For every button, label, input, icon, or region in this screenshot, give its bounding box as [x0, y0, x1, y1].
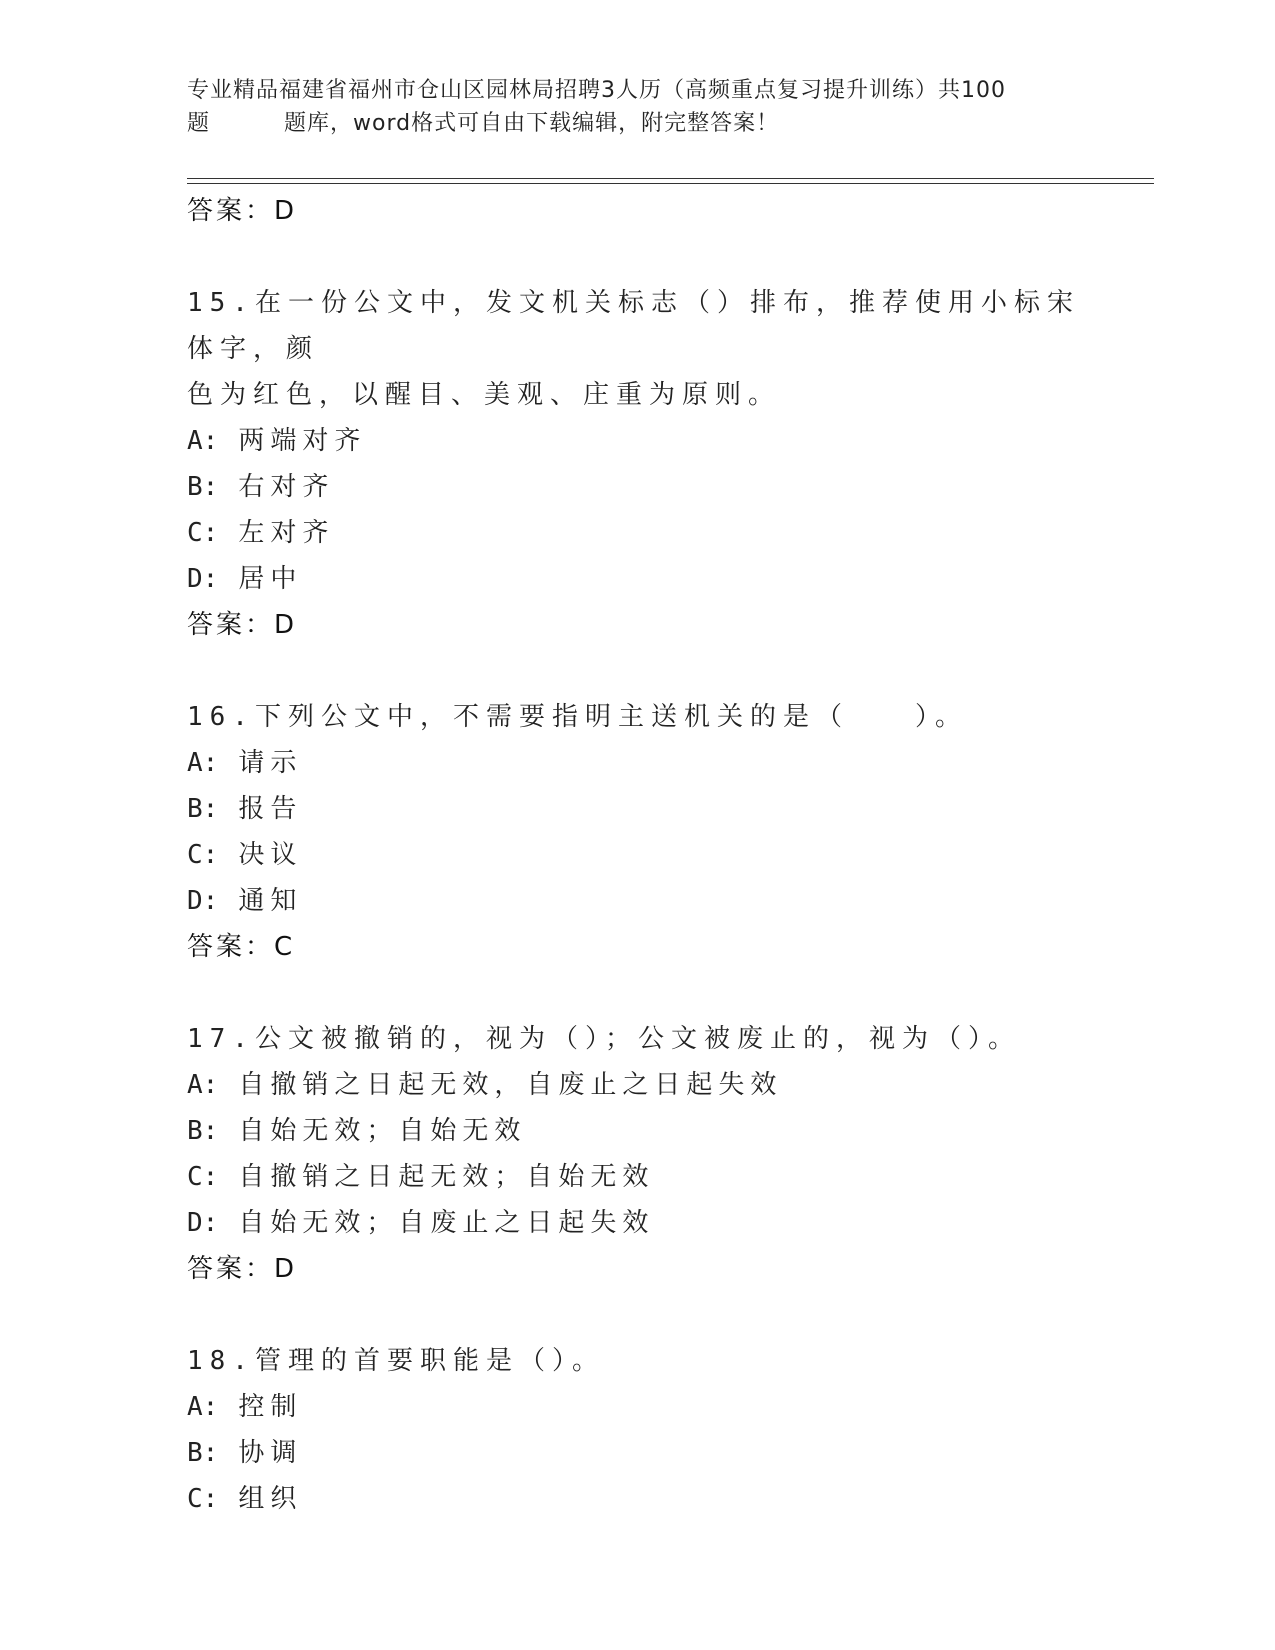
option-c	[187, 832, 1087, 878]
question-block	[187, 280, 1087, 648]
option-a	[187, 740, 1087, 786]
answer-label: 答案：	[187, 196, 275, 226]
option-key: B:	[187, 1116, 219, 1146]
option-b	[187, 1108, 1087, 1154]
option-text: 协调	[238, 1438, 303, 1468]
option-a	[187, 1062, 1087, 1108]
option-text: 左对齐	[238, 518, 335, 548]
header-line-2-end: 题库，word格式可自由下载编辑，附完整答案！	[284, 111, 780, 136]
option-b	[187, 464, 1087, 510]
option-key: D:	[187, 1208, 219, 1238]
question-block	[187, 1016, 1087, 1292]
question-block	[187, 694, 1087, 970]
option-key: A:	[187, 426, 219, 456]
option-text: 自始无效；自废止之日起失效	[238, 1208, 655, 1238]
answer-value: D	[274, 196, 296, 226]
answer-label: 答案：	[187, 932, 275, 962]
option-c	[187, 1476, 1087, 1522]
option-text: 右对齐	[238, 472, 335, 502]
option-key: C:	[187, 1484, 219, 1514]
answer-line	[187, 1246, 1087, 1292]
option-d	[187, 556, 1087, 602]
question-line: 公文被撤销的，视为（）；公文被废止的，视为（）。	[254, 1024, 1021, 1054]
question-block	[187, 1338, 1087, 1522]
option-a	[187, 418, 1087, 464]
option-text: 控制	[238, 1392, 303, 1422]
option-text: 居中	[238, 564, 303, 594]
option-text: 自撤销之日起无效，自废止之日起失效	[238, 1070, 783, 1100]
question-number: 16.	[187, 702, 255, 732]
option-text: 两端对齐	[238, 426, 367, 456]
option-key: C:	[187, 840, 219, 870]
question-line: 色为红色，以醒目、美观、庄重为原则。	[187, 380, 782, 410]
question-number: 18.	[187, 1346, 255, 1376]
header-line-1: 专业精品福建省福州市仓山区园林局招聘3人历（高频重点复习提升训练）共100	[187, 78, 1006, 103]
question-text-continued	[187, 372, 1087, 418]
option-text: 组织	[238, 1484, 303, 1514]
option-key: D:	[187, 886, 219, 916]
option-b	[187, 786, 1087, 832]
option-d	[187, 878, 1087, 924]
answer-value: D	[274, 610, 296, 640]
answer-line	[187, 188, 1087, 234]
question-text	[187, 280, 1087, 372]
option-key: B:	[187, 794, 219, 824]
option-key: C:	[187, 518, 219, 548]
question-line: 管理的首要职能是（）。	[254, 1346, 605, 1376]
option-text: 请示	[238, 748, 303, 778]
answer-value: C	[274, 932, 294, 962]
option-key: D:	[187, 564, 219, 594]
header-line-2	[187, 107, 1087, 140]
answer-label: 答案：	[187, 1254, 275, 1284]
question-number: 17.	[187, 1024, 255, 1054]
header-divider-top	[187, 178, 1154, 179]
question-text	[187, 1338, 1087, 1384]
option-c	[187, 510, 1087, 556]
header-divider-bottom	[187, 183, 1154, 184]
option-b	[187, 1430, 1087, 1476]
option-key: A:	[187, 748, 219, 778]
answer-line	[187, 602, 1087, 648]
question-text	[187, 694, 1087, 740]
option-text: 通知	[238, 886, 303, 916]
document-header	[187, 74, 1087, 140]
header-line-2-start: 题	[187, 111, 211, 136]
document-body	[187, 188, 1087, 1522]
option-key: C:	[187, 1162, 219, 1192]
option-text: 决议	[238, 840, 303, 870]
question-text	[187, 1016, 1087, 1062]
question-line: 在一份公文中，发文机关标志（）排布，推荐使用小标宋体字，颜	[187, 288, 1080, 364]
option-a	[187, 1384, 1087, 1430]
option-text: 报告	[238, 794, 303, 824]
option-d	[187, 1200, 1087, 1246]
question-number: 15.	[187, 288, 255, 318]
answer-value: D	[274, 1254, 296, 1284]
option-text: 自撤销之日起无效；自始无效	[238, 1162, 655, 1192]
answer-label: 答案：	[187, 610, 275, 640]
option-key: B:	[187, 1438, 219, 1468]
option-key: A:	[187, 1392, 219, 1422]
question-line: 下列公文中，不需要指明主送机关的是（ ）。	[254, 702, 968, 732]
option-c	[187, 1154, 1087, 1200]
option-key: B:	[187, 472, 219, 502]
answer-line	[187, 924, 1087, 970]
option-key: A:	[187, 1070, 219, 1100]
option-text: 自始无效；自始无效	[238, 1116, 527, 1146]
